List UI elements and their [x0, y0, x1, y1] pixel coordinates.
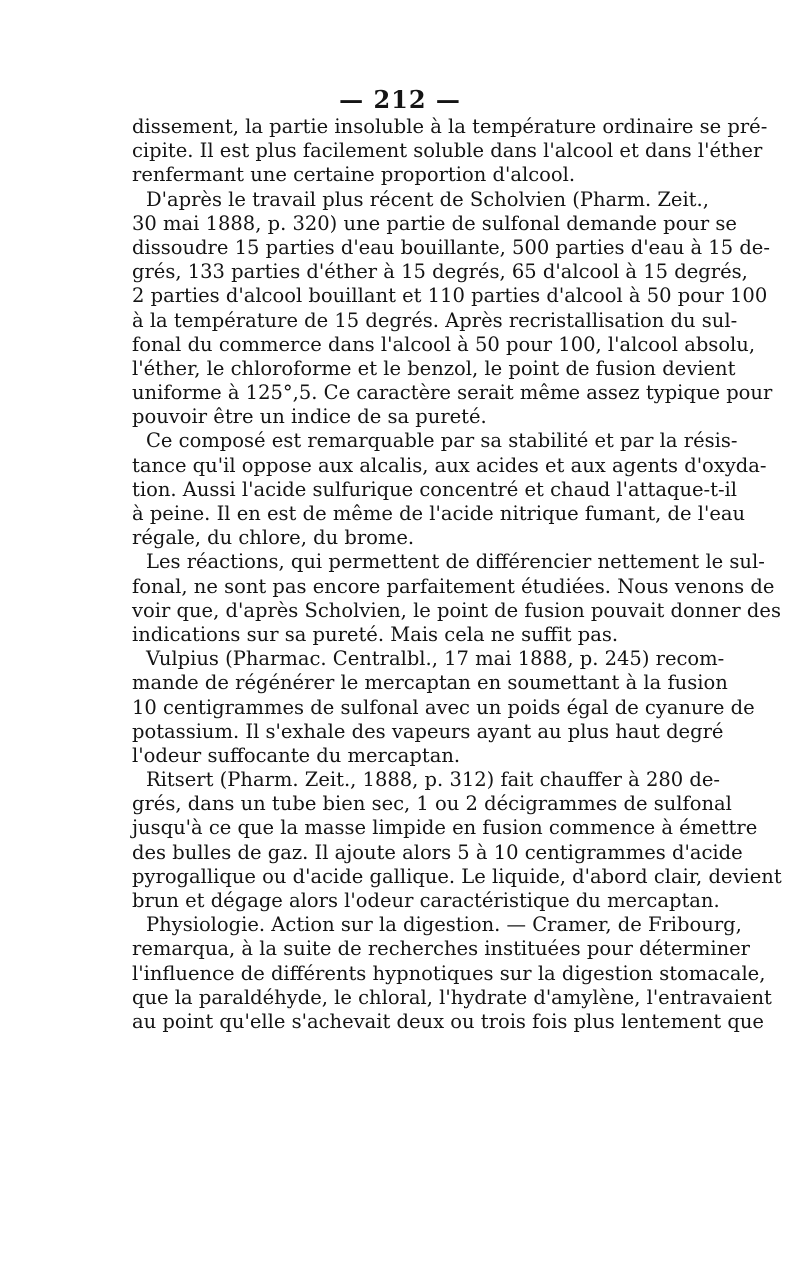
text-line: tion. Aussi l'acide sulfurique concentré et chaud l'attaque-t-il	[132, 477, 738, 501]
text-line: l'éther, le chloroforme et le benzol, le point de fusion devient	[132, 356, 736, 380]
text-line: Physiologie. Action sur la digestion. — Cramer, de Fribourg,	[146, 913, 742, 937]
text-line: 30 mai 1888, p. 320) une partie de sulfonal demande pour se	[132, 211, 737, 235]
text-line: voir que, d'après Scholvien, le point de fusion pouvait donner des	[132, 598, 781, 622]
text-line: 2 parties d'alcool bouillant et 110 parties d'alcool à 50 pour 100	[132, 284, 768, 308]
text-line: dissement, la partie insoluble à la température ordinaire se pré-	[132, 115, 768, 138]
text-line: grés, dans un tube bien sec, 1 ou 2 décigrammes de sulfonal	[132, 792, 732, 816]
text-line: l'influence de différents hypnotiques sur la digestion stomacale,	[132, 961, 766, 985]
text-line: Ce composé est remarquable par sa stabilité et par la résis-	[146, 429, 738, 453]
text-line: mande de régénérer le mercaptan en soumettant à la fusion	[132, 671, 728, 695]
text-line: grés, 133 parties d'éther à 15 degrés, 65 d'alcool à 15 degrés,	[132, 260, 748, 284]
text-line: des bulles de gaz. Il ajoute alors 5 à 10 centigrammes d'acide	[132, 840, 743, 864]
text-line: D'après le travail plus récent de Scholvien (Pharm. Zeit.,	[146, 187, 709, 211]
text-line: 10 centigrammes de sulfonal avec un poids égal de cyanure de	[132, 695, 755, 719]
page-number: — 212 —	[339, 85, 461, 114]
text-line: renfermant une certaine proportion d'alcool.	[132, 163, 576, 187]
text-line: pyrogallique ou d'acide gallique. Le liquide, d'abord clair, devient	[132, 864, 782, 888]
text-line: brun et dégage alors l'odeur caractéristique du mercaptan.	[132, 889, 720, 912]
text-line: Ritsert (Pharm. Zeit., 1888, p. 312) fait chauffer à 280 de-	[146, 768, 721, 792]
text-line: à peine. Il en est de même de l'acide nitrique fumant, de l'eau	[132, 502, 746, 525]
text-line: jusqu'à ce que la masse limpide en fusion commence à émettre	[132, 816, 758, 840]
text-line: l'odeur suffocante du mercaptan.	[132, 743, 461, 767]
text-line: tance qu'il oppose aux alcalis, aux acides et aux agents d'oxyda-	[132, 453, 767, 477]
text-line: fonal du commerce dans l'alcool à 50 pour 100, l'alcool absolu,	[132, 332, 756, 356]
text-line: au point qu'elle s'achevait deux ou trois fois plus lentement que	[132, 1009, 764, 1033]
text-line: fonal, ne sont pas encore parfaitement étudiées. Nous venons de	[132, 574, 775, 598]
body-text	[132, 115, 782, 1034]
text-line: remarqua, à la suite de recherches instituées pour déterminer	[132, 937, 751, 961]
text-line: potassium. Il s'exhale des vapeurs ayant au plus haut degré	[132, 719, 724, 743]
text-line: pouvoir être un indice de sa pureté.	[132, 405, 487, 429]
text-line: Vulpius (Pharmac. Centralbl., 17 mai 1888, p. 245) recom-	[146, 647, 725, 671]
text-line: cipite. Il est plus facilement soluble dans l'alcool et dans l'éther	[132, 139, 763, 163]
text-line: à la température de 15 degrés. Après recristallisation du sul-	[132, 308, 738, 332]
text-line: indications sur sa pureté. Mais cela ne suffit pas.	[132, 622, 619, 646]
text-line: Les réactions, qui permettent de différencier nettement le sul-	[146, 550, 765, 574]
text-line: uniforme à 125°,5. Ce caractère serait même assez typique pour	[132, 381, 773, 405]
text-line: dissoudre 15 parties d'eau bouillante, 500 parties d'eau à 15 de-	[132, 235, 770, 259]
text-line: régale, du chlore, du brome.	[132, 526, 415, 550]
text-line: que la paraldéhyde, le chloral, l'hydrate d'amylène, l'entravaient	[132, 985, 772, 1009]
